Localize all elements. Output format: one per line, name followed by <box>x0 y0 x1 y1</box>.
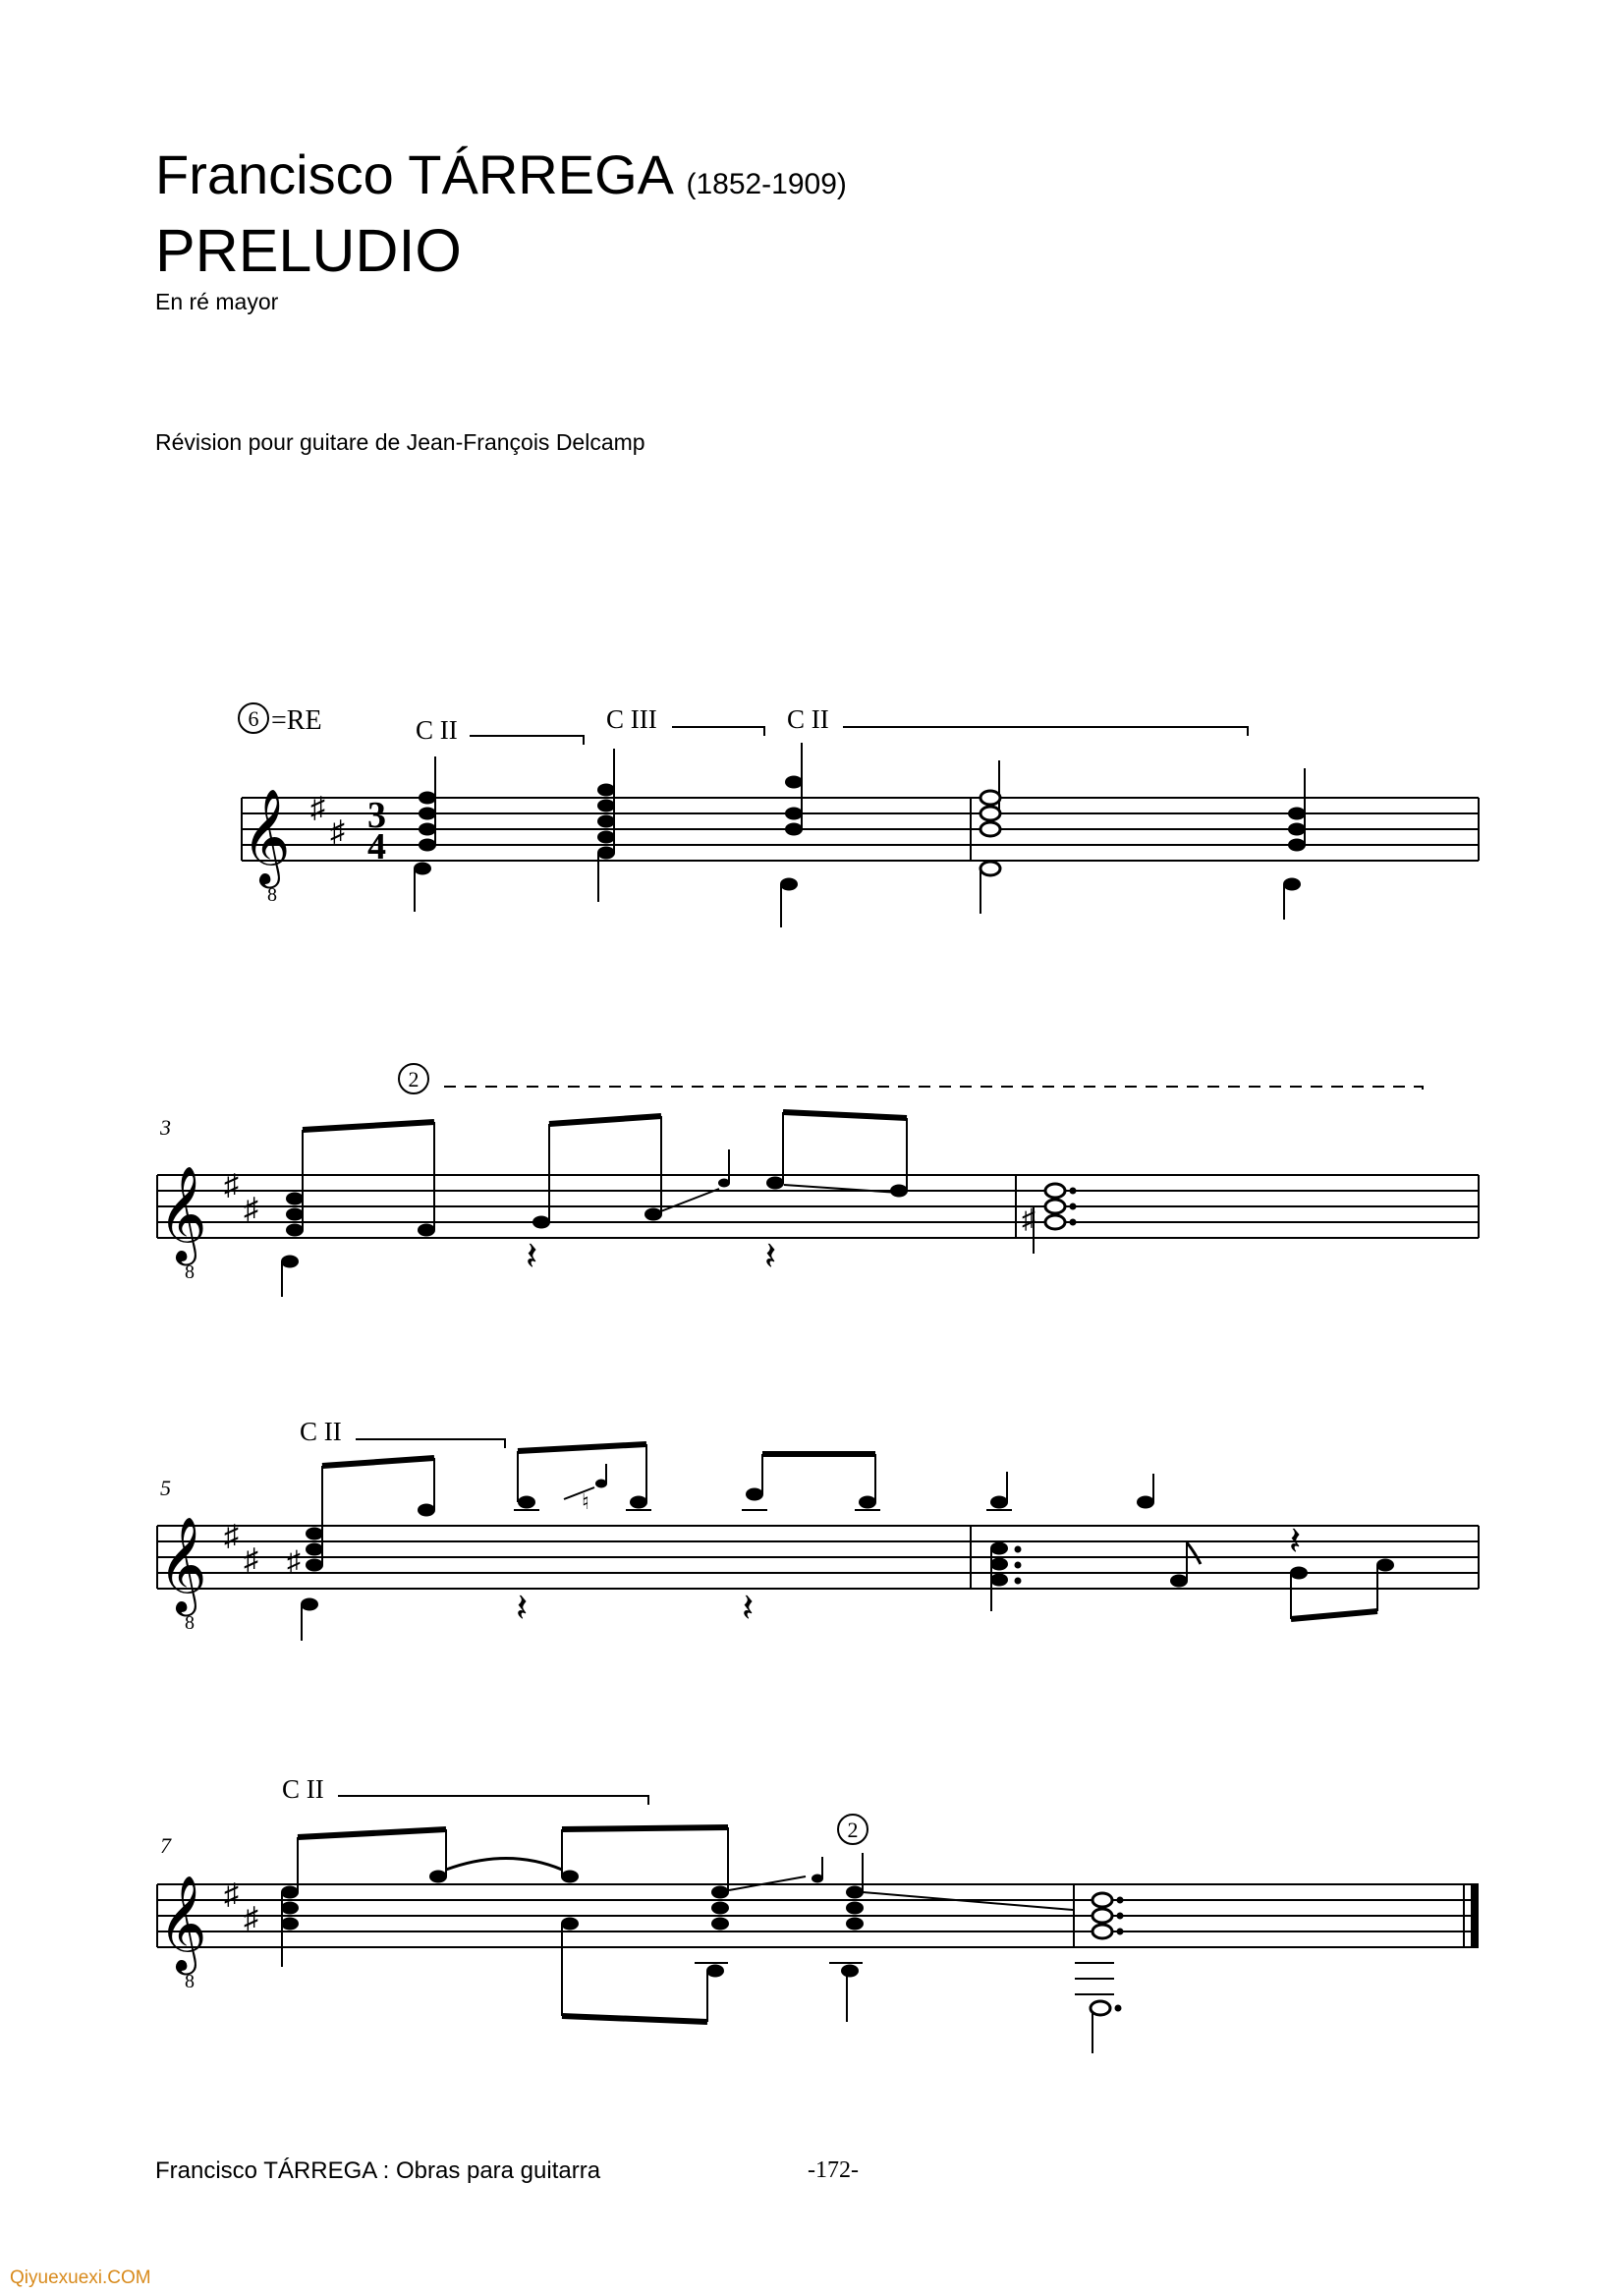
final-barline <box>1471 1884 1479 1947</box>
measure-number: 3 <box>160 1115 171 1140</box>
time-signature-bottom: 4 <box>367 826 386 868</box>
half-notes <box>980 791 1000 875</box>
barre-label-c3: C III <box>606 704 657 734</box>
treble-clef-icon: 𝄞 <box>242 792 291 883</box>
sharp-icon: ♯ <box>244 1193 258 1225</box>
staff-lines <box>157 1884 1479 1947</box>
barre-line <box>672 727 764 736</box>
sharp-icon: ♯ <box>244 1543 258 1576</box>
treble-clef-icon: 𝄞 <box>158 1878 207 1970</box>
string-dashed-line <box>444 1087 1423 1095</box>
quarter-rest-icon: 𝄽 <box>764 1234 777 1278</box>
rests <box>516 1519 1301 1630</box>
watermark: Qiyuexuexi.COM <box>10 2267 151 2288</box>
sharp-icon: ♯ <box>1022 1204 1036 1235</box>
measure-number: 5 <box>160 1476 171 1500</box>
page-number: -172- <box>808 2157 859 2183</box>
beams <box>298 1827 728 2022</box>
notes <box>301 1480 1394 1611</box>
natural-icon: ♮ <box>582 1489 589 1514</box>
quarter-rest-icon: 𝄽 <box>526 1234 538 1278</box>
piece-key: En ré mayor <box>155 289 279 314</box>
sharp-icon: ♯ <box>310 792 325 824</box>
composer-name: Francisco TÁRREGA <box>155 143 671 205</box>
barre-line <box>356 1439 505 1448</box>
scordatura-text: =RE <box>271 705 322 736</box>
piece-title: PRELUDIO <box>155 217 462 284</box>
system-1 <box>239 703 1479 927</box>
beams <box>303 1112 907 1130</box>
clef-octave-mark: 8 <box>267 884 277 906</box>
quarter-rest-icon: 𝄽 <box>516 1586 529 1630</box>
beams <box>322 1444 1377 1619</box>
barre-label-c2: C II <box>787 704 829 734</box>
treble-clef-icon: 𝄞 <box>158 1169 207 1260</box>
chord-notes <box>414 776 1306 891</box>
quarter-rest-icon: 𝄽 <box>742 1586 755 1630</box>
time-signature-top: 3 <box>367 795 386 836</box>
sharp-icon: ♯ <box>224 1169 239 1202</box>
rests <box>526 1234 776 1278</box>
sharp-icon: ♯ <box>224 1520 239 1552</box>
ledger-lines <box>695 1963 1114 1994</box>
eighth-flag <box>1187 1542 1201 1564</box>
revision-note: Révision pour guitare de Jean-François Delcamp <box>155 429 645 455</box>
barre-line <box>338 1796 648 1805</box>
dots <box>1070 1188 1077 1226</box>
clef-octave-mark: 8 <box>185 1971 195 1992</box>
clef-octave-mark: 8 <box>185 1261 195 1283</box>
dots <box>1015 1546 1022 1585</box>
system-4 <box>157 1774 1479 2053</box>
treble-clef-icon: 𝄞 <box>158 1520 207 1611</box>
barre-line <box>843 727 1248 736</box>
notes <box>281 1871 864 1978</box>
sharp-icon: ♯ <box>244 1902 258 1934</box>
footer-collection: Francisco TÁRREGA : Obras para guitarra <box>155 2157 601 2184</box>
barre-label-c2: C II <box>282 1774 324 1804</box>
staff-lines <box>157 1526 1479 1589</box>
barre-label-c2: C II <box>416 715 458 745</box>
dotted-half-notes <box>1091 1893 1112 2015</box>
string-6-number: 6 <box>248 706 259 731</box>
string-2-number: 2 <box>847 1818 859 1842</box>
sharp-icon: ♯ <box>224 1878 239 1911</box>
system-3 <box>157 1417 1479 1641</box>
stems <box>282 1112 1034 1297</box>
measure-number: 7 <box>160 1833 171 1858</box>
string-2-number: 2 <box>408 1067 420 1092</box>
clef-octave-mark: 8 <box>185 1612 195 1634</box>
system-2 <box>157 1064 1479 1297</box>
barre-label-c2: C II <box>300 1417 342 1446</box>
stems <box>415 743 1305 927</box>
quarter-rest-icon: 𝄽 <box>1289 1519 1302 1563</box>
staff-lines <box>157 1175 1479 1238</box>
composer-dates: (1852-1909) <box>686 168 847 200</box>
barre-line <box>470 736 584 745</box>
dots <box>1115 1897 1124 2012</box>
half-notes <box>1045 1184 1065 1229</box>
sharp-icon: ♯ <box>287 1546 301 1577</box>
tie <box>446 1859 562 1871</box>
sharp-icon: ♯ <box>330 815 345 848</box>
